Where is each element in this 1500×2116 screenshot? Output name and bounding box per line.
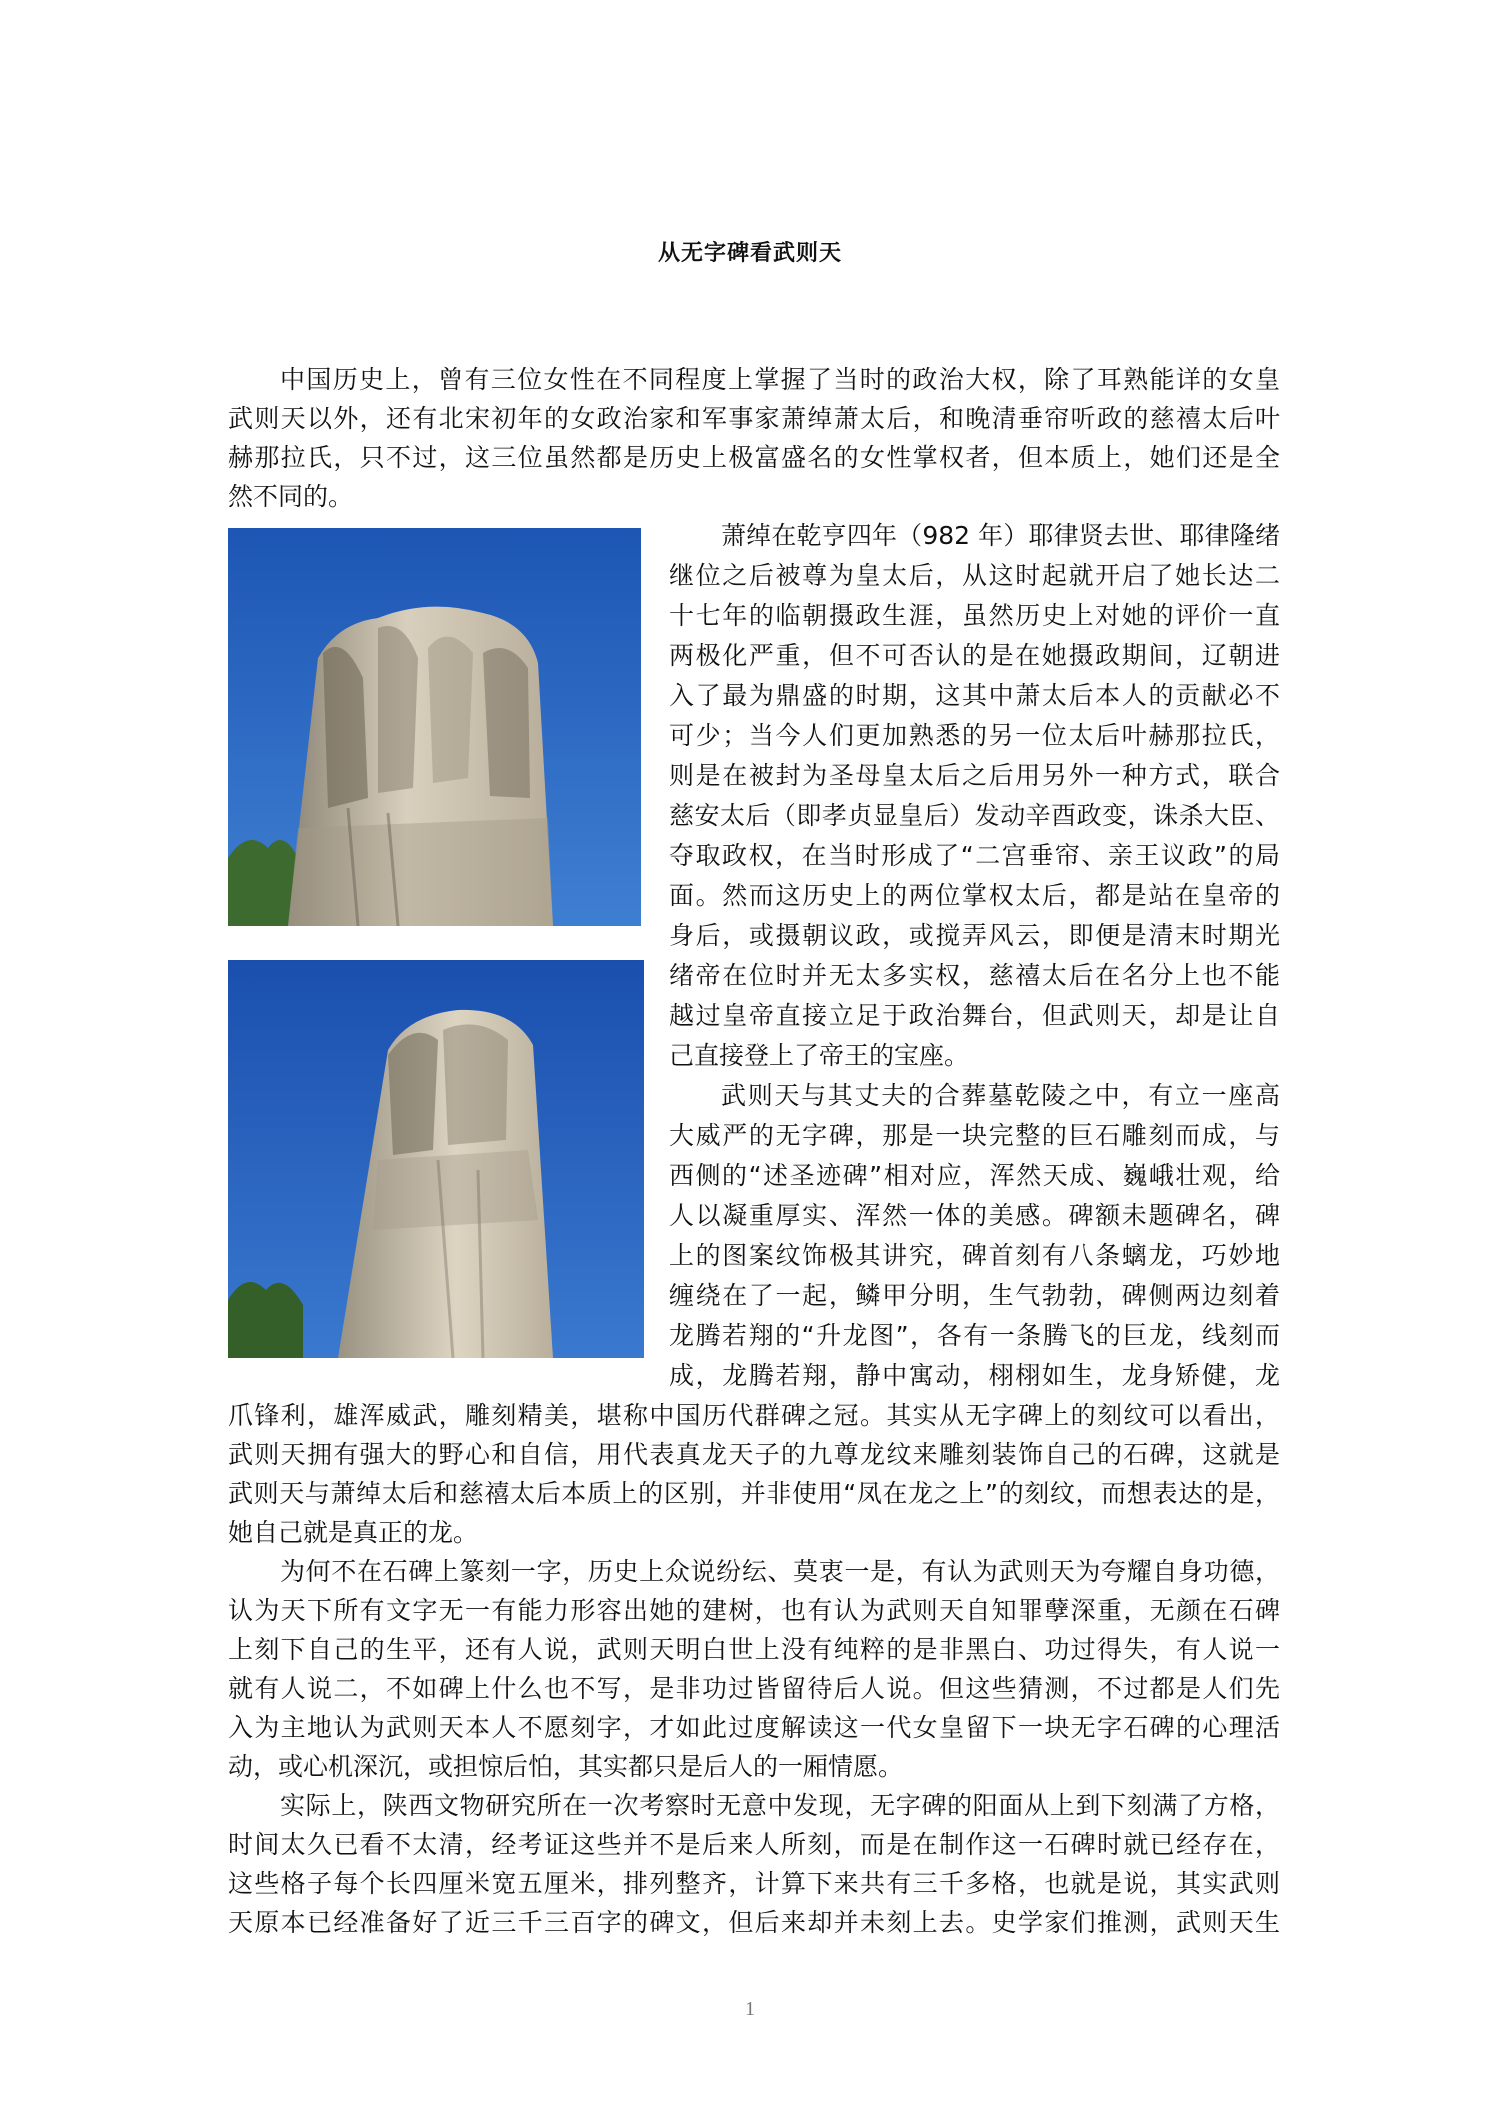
text-line: 两极化严重，但不可否认的是在她摄政期间，辽朝进: [669, 641, 1280, 670]
text-line: 武则天与萧绰太后和慈禧太后本质上的区别，并非使用“凤在龙之上”的刻纹，而想表达的是，: [228, 1479, 1280, 1508]
text-line: 绪帝在位时并无太多实权，慈禧太后在名分上也不能: [669, 961, 1280, 990]
photo-stele-bottom: [228, 960, 644, 1358]
text-line: 天原本已经准备好了近三千三百字的碑文，但后来却并未刻上去。史学家们推测，武则天生: [228, 1908, 1280, 1937]
stele-photo-2-image: [228, 960, 644, 1358]
text-line: 越过皇帝直接立足于政治舞台，但武则天，却是让自: [669, 1001, 1280, 1030]
text-line: 武则天拥有强大的野心和自信，用代表真龙天子的九尊龙纹来雕刻装饰自己的石碑，这就是: [228, 1440, 1280, 1469]
text-line: 缠绕在了一起，鳞甲分明，生气勃勃，碑侧两边刻着: [669, 1281, 1280, 1310]
text-line: 动，或心机深沉，或担惊后怕，其实都只是后人的一厢情愿。: [228, 1752, 904, 1781]
text-line: 她自己就是真正的龙。: [228, 1518, 479, 1547]
text-line: 实际上，陕西文物研究所在一次考察时无意中发现，无字碑的阳面从上到下刻满了方格，: [280, 1791, 1280, 1820]
page-title: 从无字碑看武则天: [657, 241, 842, 266]
text-line: 爪锋利，雄浑威武，雕刻精美，堪称中国历代群碑之冠。其实从无字碑上的刻纹可以看出，: [228, 1401, 1280, 1430]
text-line: 认为天下所有文字无一有能力形容出她的建树，也有认为武则天自知罪孽深重，无颜在石碑: [228, 1596, 1280, 1625]
text-line: 龙腾若翔的“升龙图”，各有一条腾飞的巨龙，线刻而: [669, 1321, 1280, 1350]
text-line: 为何不在石碑上篆刻一字，历史上众说纷纭、莫衷一是，有认为武则天为夸耀自身功德，: [280, 1557, 1280, 1586]
text-line: 这些格子每个长四厘米宽五厘米，排列整齐，计算下来共有三千多格，也就是说，其实武则: [228, 1869, 1280, 1898]
text-line: 入了最为鼎盛的时期，这其中萧太后本人的贡献必不: [669, 681, 1280, 710]
text-line: 然不同的。: [228, 482, 354, 511]
text-line: 上的图案纹饰极其讲究，碑首刻有八条螭龙，巧妙地: [669, 1241, 1280, 1270]
text-line: 十七年的临朝摄政生涯，虽然历史上对她的评价一直: [669, 601, 1280, 630]
text-line: 大威严的无字碑，那是一块完整的巨石雕刻而成，与: [669, 1121, 1280, 1150]
text-line: 中国历史上，曾有三位女性在不同程度上掌握了当时的政治大权，除了耳熟能详的女皇: [280, 365, 1280, 394]
text-line: 武则天与其丈夫的合葬墓乾陵之中，有立一座高: [721, 1081, 1280, 1110]
text-line: 上刻下自己的生平，还有人说，武则天明白世上没有纯粹的是非黑白、功过得失，有人说一: [228, 1635, 1280, 1664]
text-line: 萧绰在乾亨四年（982 年）耶律贤去世、耶律隆绪: [721, 521, 1280, 550]
page-number: 1: [745, 1998, 755, 2020]
text-line: 入为主地认为武则天本人不愿刻字，才如此过度解读这一代女皇留下一块无字石碑的心理活: [228, 1713, 1280, 1742]
photo-stele-top: [228, 528, 641, 926]
text-line: 继位之后被尊为皇太后，从这时起就开启了她长达二: [669, 561, 1280, 590]
text-line: 夺取政权，在当时形成了“二宫垂帘、亲王议政”的局: [669, 841, 1280, 870]
text-line: 成，龙腾若翔，静中寓动，栩栩如生，龙身矫健，龙: [669, 1361, 1280, 1390]
text-line: 慈安太后（即孝贞显皇后）发动辛酉政变，诛杀大臣、: [669, 801, 1280, 830]
text-line: 人以凝重厚实、浑然一体的美感。碑额未题碑名，碑: [669, 1201, 1280, 1230]
text-line: 时间太久已看不太清，经考证这些并不是后来人所刻，而是在制作这一石碑时就已经存在，: [228, 1830, 1280, 1859]
text-line: 则是在被封为圣母皇太后之后用另外一种方式，联合: [669, 761, 1280, 790]
text-line: 身后，或摄朝议政，或搅弄风云，即便是清末时期光: [669, 921, 1280, 950]
text-line: 面。然而这历史上的两位掌权太后，都是站在皇帝的: [669, 881, 1280, 910]
text-line: 武则天以外，还有北宋初年的女政治家和军事家萧绰萧太后，和晚清垂帘听政的慈禧太后叶: [228, 404, 1280, 433]
text-line: 赫那拉氏，只不过，这三位虽然都是历史上极富盛名的女性掌权者，但本质上，她们还是全: [228, 443, 1280, 472]
text-line: 可少；当今人们更加熟悉的另一位太后叶赫那拉氏，: [669, 721, 1280, 750]
text-line: 西侧的“述圣迹碑”相对应，浑然天成、巍峨壮观，给: [669, 1161, 1280, 1190]
text-line: 己直接登上了帝王的宝座。: [669, 1041, 970, 1070]
stele-photo-1-image: [228, 528, 641, 926]
text-line: 就有人说二，不如碑上什么也不写，是非功过皆留待后人说。但这些猜测，不过都是人们先: [228, 1674, 1280, 1703]
